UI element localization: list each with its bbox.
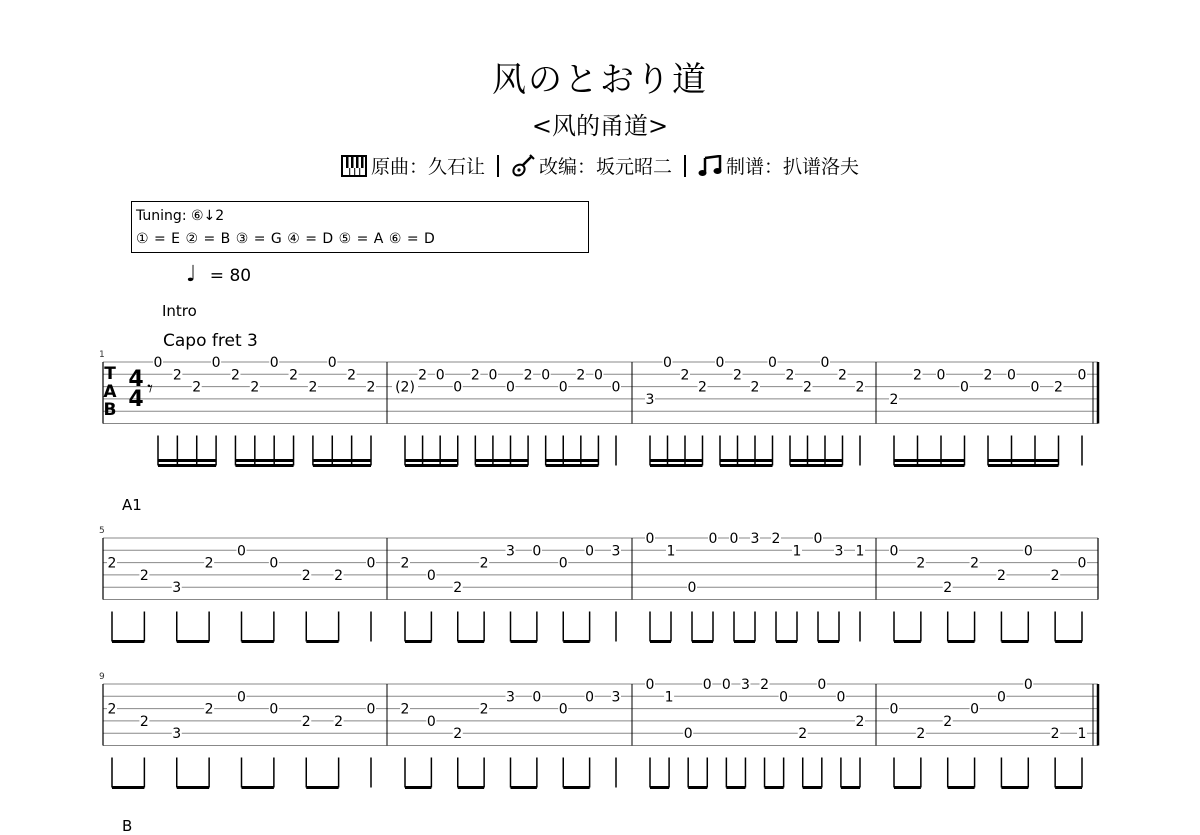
fret-number: 2	[250, 379, 260, 396]
fret-number: 0	[366, 701, 376, 718]
fret-number: 2	[107, 555, 117, 572]
fret-number: 0	[936, 367, 946, 384]
fret-number: (2)	[395, 379, 415, 396]
fret-number: 2	[289, 367, 299, 384]
fret-number: 0	[211, 355, 221, 371]
fret-number: 0	[541, 367, 551, 384]
fret-number: 2	[172, 367, 182, 384]
fret-number: 0	[1023, 677, 1033, 693]
fret-number: 3	[611, 543, 621, 560]
fret-number: 2	[680, 367, 690, 384]
fret-number: 0	[715, 355, 725, 371]
fret-number: 2	[1054, 379, 1063, 396]
fret-number: 0	[453, 379, 463, 396]
fret-number: 3	[834, 543, 844, 560]
fret-number: 0	[611, 379, 621, 396]
fret-number: 1	[664, 689, 674, 706]
fret-number: 0	[820, 355, 830, 371]
fret-number: 2	[1050, 567, 1060, 584]
measure-number: 9	[99, 672, 105, 682]
fret-number: 2	[204, 555, 214, 572]
fret-number: 0	[889, 543, 899, 560]
fret-number: 2	[400, 701, 410, 718]
fret-number: 2	[838, 367, 847, 384]
fret-number: 0	[970, 701, 980, 718]
time-signature-digit: 4	[128, 387, 144, 412]
fret-number: 0	[687, 580, 697, 597]
fret-number: 2	[803, 379, 812, 396]
fret-number: 0	[813, 531, 823, 547]
fret-number: 2	[366, 379, 376, 396]
page-subtitle: <风的甬道>	[531, 112, 669, 140]
fret-number: 2	[1050, 726, 1060, 743]
section-intro: Intro	[162, 302, 197, 320]
fret-number: 0	[366, 555, 376, 572]
tab-clef-letter: B	[103, 400, 117, 420]
fret-number: 2	[983, 367, 993, 384]
fret-number: 0	[889, 701, 899, 718]
fret-number: 0	[506, 379, 515, 396]
fret-number: 3	[506, 689, 515, 706]
fret-number: 0	[269, 555, 279, 572]
fret-number: 0	[585, 543, 595, 560]
fret-number: 0	[721, 677, 731, 693]
fret-number: 2	[750, 379, 760, 396]
fret-number: 0	[708, 531, 718, 547]
fret-number: 2	[139, 567, 149, 584]
fret-number: 2	[916, 555, 926, 572]
fret-number: 0	[683, 726, 693, 743]
fret-number: 2	[308, 379, 318, 396]
fret-number: 0	[426, 567, 436, 584]
fret-number: 0	[558, 379, 568, 396]
fret-number: 0	[593, 367, 603, 384]
tuning-drop: Tuning: ⑥↓2	[136, 208, 225, 224]
fret-number: 0	[663, 355, 672, 371]
fret-number: 2	[771, 531, 781, 547]
fret-number: 0	[269, 701, 279, 718]
fret-number: 2	[855, 713, 865, 730]
fret-number: 2	[347, 367, 357, 384]
fret-number: 0	[488, 367, 498, 384]
fret-number: 0	[702, 677, 712, 693]
tempo-value: = 80	[209, 266, 252, 286]
fret-number: 2	[400, 555, 410, 572]
fret-number: 0	[558, 701, 568, 718]
fret-number: 2	[230, 367, 240, 384]
fret-number: 2	[453, 726, 463, 743]
measure-number: 1	[99, 350, 105, 360]
original-composer: 原曲：久石让	[370, 156, 485, 178]
fret-number: 2	[855, 379, 865, 396]
fret-number: 2	[192, 379, 202, 396]
fret-number: 0	[532, 543, 542, 560]
fret-number: 0	[327, 355, 337, 371]
fret-number: 2	[418, 367, 428, 384]
fret-number: 0	[435, 367, 445, 384]
fret-number: 0	[426, 713, 436, 730]
fret-number: 3	[506, 543, 515, 560]
fret-number: 3	[750, 531, 760, 547]
fret-number: 3	[611, 689, 621, 706]
fret-number: 2	[576, 367, 586, 384]
fret-number: 2	[204, 701, 214, 718]
fret-number: 2	[760, 677, 770, 693]
fret-number: 2	[970, 555, 980, 572]
fret-number: 2	[785, 367, 795, 384]
fret-number: 0	[836, 689, 846, 706]
fret-number: 2	[916, 726, 926, 743]
fret-number: 1	[666, 543, 676, 560]
fret-number: 3	[172, 726, 182, 743]
fret-number: 2	[889, 391, 899, 408]
fret-number: 0	[585, 689, 595, 706]
time-signature-digit: 4	[128, 367, 144, 392]
arranger: 改编：坂元昭二	[538, 156, 672, 178]
section-a1: A1	[122, 496, 142, 514]
fret-number: 0	[269, 355, 279, 371]
quarter-note-icon: ♩	[186, 262, 197, 287]
fret-number: 3	[172, 580, 182, 597]
fret-number: 2	[107, 701, 117, 718]
fret-number: 0	[779, 689, 789, 706]
fret-number: 0	[768, 355, 777, 371]
fret-number: 0	[237, 543, 246, 560]
fret-number: 0	[153, 355, 163, 371]
fret-number: 1	[792, 543, 802, 560]
tab-clef-letter: A	[103, 382, 117, 402]
eighth-rest: 𝄾	[147, 377, 153, 402]
fret-number: 0	[532, 689, 542, 706]
fret-number: 2	[943, 713, 953, 730]
fret-number: 0	[817, 677, 827, 693]
fret-number: 2	[470, 367, 480, 384]
fret-number: 2	[523, 367, 533, 384]
fret-number: 2	[301, 567, 311, 584]
fret-number: 0	[729, 531, 739, 547]
fret-number: 2	[334, 713, 344, 730]
fret-number: 0	[1023, 543, 1033, 560]
tuning-strings: ① = E ② = B ③ = G ④ = D ⑤ = A ⑥ = D	[136, 231, 436, 247]
fret-number: 2	[479, 701, 489, 718]
fret-number: 2	[698, 379, 707, 396]
measure-number: 5	[99, 526, 105, 536]
fret-number: 0	[1077, 367, 1087, 384]
fret-number: 0	[645, 677, 655, 693]
fret-number: 0	[1030, 379, 1040, 396]
capo-marking: Capo fret 3	[163, 331, 258, 351]
fret-number: 0	[645, 531, 655, 547]
fret-number: 2	[334, 567, 344, 584]
fret-number: 0	[1077, 555, 1087, 572]
fret-number: 2	[943, 580, 953, 597]
page-title: 风のとおり道	[492, 60, 708, 100]
fret-number: 2	[479, 555, 489, 572]
fret-number: 3	[645, 391, 655, 408]
fret-number: 0	[960, 379, 969, 396]
fret-number: 0	[996, 689, 1006, 706]
fret-number: 2	[139, 713, 149, 730]
tab-clef-letter: T	[104, 364, 116, 384]
fret-number: 2	[798, 726, 808, 743]
fret-number: 3	[740, 677, 750, 693]
fret-number: 2	[996, 567, 1006, 584]
fret-number: 0	[558, 555, 568, 572]
fret-number: 1	[1077, 726, 1087, 743]
section-b: B	[122, 817, 133, 835]
fret-number: 2	[453, 580, 463, 597]
transcriber: 制谱：扒谱洛夫	[726, 156, 860, 178]
fret-number: 1	[855, 543, 865, 560]
fret-number: 2	[301, 713, 311, 730]
fret-number: 2	[733, 367, 742, 384]
fret-number: 0	[237, 689, 246, 706]
fret-number: 0	[1007, 367, 1016, 384]
fret-number: 2	[913, 367, 922, 384]
